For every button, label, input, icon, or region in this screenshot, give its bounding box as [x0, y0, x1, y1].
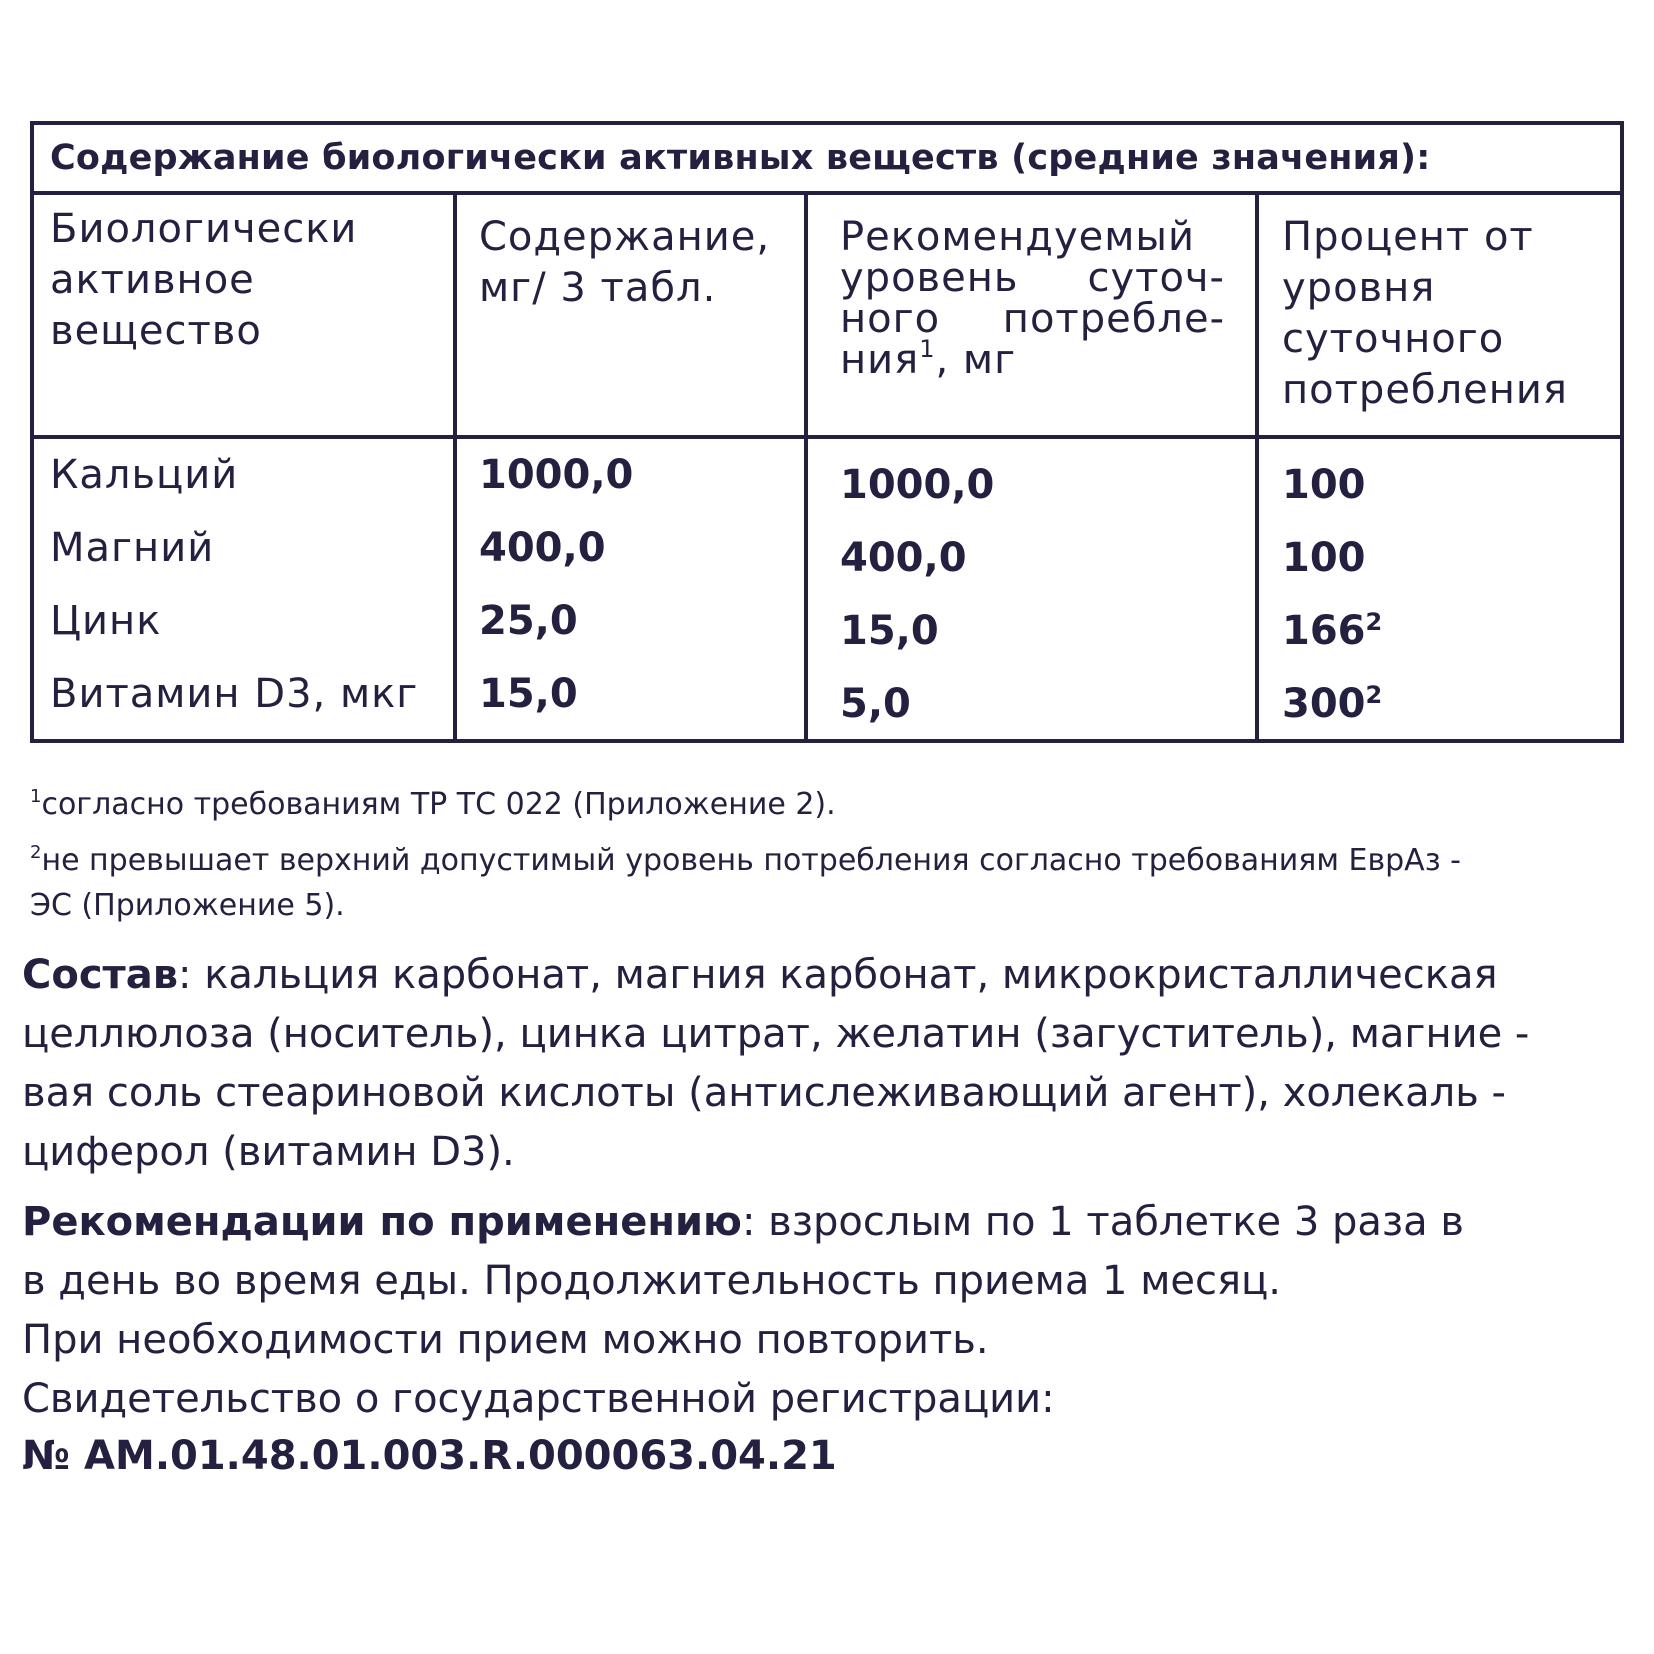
- row-name: Витамин D3, мкг: [50, 671, 419, 717]
- footnote-1: $^1$согласно требованиям ТР ТС 022 (Приложение 2).: [30, 786, 836, 822]
- header-recommended: Рекомендуемый уровень суточ- ного потребле- ния$^1$, мг: [840, 214, 1225, 383]
- column-divider: [453, 195, 457, 739]
- row-percent: $166^2$: [1282, 608, 1383, 654]
- composition-label: Состав: [22, 952, 179, 998]
- column-divider: [1255, 195, 1259, 739]
- nutrient-table: [30, 121, 1624, 743]
- header-substance: Биологически активное вещество: [50, 206, 358, 354]
- header-content: Содержание, мг/ 3 табл.: [479, 214, 771, 311]
- row-content: 400,0: [479, 525, 606, 571]
- row-recommended: 15,0: [840, 608, 939, 654]
- row-recommended: 400,0: [840, 535, 967, 581]
- usage-label: Рекомендации по применению: [22, 1199, 742, 1245]
- column-divider: [804, 195, 808, 739]
- row-recommended: 5,0: [840, 681, 911, 727]
- header-percent: Процент от уровня суточного потребления: [1282, 214, 1568, 413]
- row-content: 1000,0: [479, 452, 634, 498]
- header-divider: [34, 435, 1620, 439]
- row-percent: 100: [1282, 462, 1366, 508]
- row-name: Цинк: [50, 598, 162, 644]
- row-name: Кальций: [50, 452, 239, 498]
- footnote-2: $^2$не превышает верхний допустимый уровень потребления согласно требованиям ЕврАз - ЭС (Приложение 5).: [30, 842, 1462, 923]
- row-recommended: 1000,0: [840, 462, 995, 508]
- composition-paragraph: Состав: кальция карбонат, магния карбонат, микрокристаллическая целлюлоза (носитель), цинка цитрат, желатин (загуститель), магние - вая соль стеариновой кислоты (антислеживающий агент), холекаль - циферол (витамин D3).: [22, 952, 1530, 1175]
- row-content: 15,0: [479, 671, 578, 717]
- row-content: 25,0: [479, 598, 578, 644]
- row-name: Магний: [50, 525, 215, 571]
- registration-number: № AM.01.48.01.003.R.000063.04.21: [22, 1433, 837, 1479]
- usage-paragraph: Рекомендации по применению: взрослым по 1 таблетке 3 раза в в день во время еды. Продолжительность приема 1 месяц. При необходимости прием можно повторить. Свидетельство о государственной регистрации:: [22, 1199, 1464, 1422]
- row-percent: 100: [1282, 535, 1366, 581]
- row-percent: $300^2$: [1282, 681, 1383, 727]
- table-title: Содержание биологически активных веществ (средние значения):: [34, 125, 1620, 195]
